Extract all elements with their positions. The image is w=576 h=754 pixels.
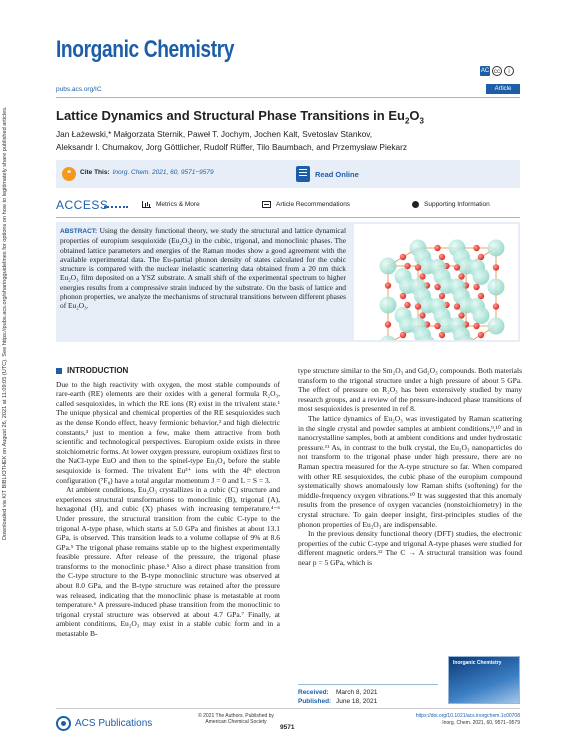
supporting-info-icon [412,201,419,208]
cite-bar [56,160,520,188]
oxygen-atom [439,254,445,260]
oxygen-atom [478,293,484,299]
eu-atom [488,279,505,296]
oxygen-atom [415,303,421,309]
journal-cover-thumbnail[interactable]: Inorganic Chemistry [448,656,520,704]
access-label: ACCESS [56,198,109,212]
oxygen-atom [415,264,421,270]
article-dates: Received: March 8, 2021 Published: June 18, 2021 [298,684,438,706]
oxygen-atom [404,263,410,269]
oxygen-atom [478,332,484,338]
doi-link[interactable]: https://doi.org/10.1021/acs.inorgchem.1c00708 [415,713,520,719]
article-title: Lattice Dynamics and Structural Phase Transitions in $Eu_2O_3$ [56,108,424,126]
eu-atom [473,307,490,324]
oxygen-atom [400,293,406,299]
article-recommendations-button[interactable]: Article Recommendations [262,201,350,208]
access-bar [56,196,520,216]
eu-atom [380,297,397,314]
introduction-heading: INTRODUCTION [56,366,280,376]
oxygen-atom [419,312,425,318]
recommendations-icon [262,201,271,208]
oxygen-atom [473,245,479,251]
oxygen-atom [458,273,464,279]
metrics-button[interactable]: Metrics & More [142,201,200,208]
acs-logo-icon [56,716,71,731]
oxygen-atom [434,245,440,251]
supporting-information-button[interactable]: Supporting Information [412,201,490,208]
acs-publications-logo[interactable]: ACS Publications [56,716,152,731]
eu-atom [488,318,505,335]
oxygen-atom [454,264,460,270]
right-column [298,366,522,567]
header-divider [56,97,520,98]
intro-paragraph: Due to the high reactivity with oxygen, the most stable compounds of rare-earth (RE) elements are their oxides with a general formula R₂O₃, called sesquioxides, in which the RE ions (R) exist in the trivalent state.¹ The unique physical and chemical properties of the RE sesquioxides such as the dense Kondo effect, heavy fermionic behavior,² and high dielectric constants,³ just to mention a few, make them attractive from both scientific and technological perspectives. Europium oxide exists in three stoichiometric forms. At lower oxygen pressure, europium oxidizes first to the NaCl-type EuO and then to the spinel-type Eu₃O₄ before the stable sesquioxide is formed. The trivalent Eu³⁺ ions with the 4f⁶ electron configuration (⁷F₀) have a total angular momentum J = 0 and L = S = 3. [56,379,280,485]
access-divider [56,217,520,218]
attribution-icon[interactable]: i [504,66,514,76]
eu-atom [488,240,505,257]
crystal-structure-graphic [354,224,518,340]
abstract: ABSTRACT: Using the density functional theory, we study the structural and lattice dynamical properties of europium sesquioxide (Eu₂O₃) in the cubic, trigonal, and monoclinic phases. The obtained lattice parameters and energies of the Raman modes show a good agreement with the available experimental data. The Eu-partial phonon density of states calculated for the cubic structure is compared with the nuclear inelastic scattering data obtained from a 20 nm thick Eu₂O₃ film deposited on a YSZ substrate. A small shift of the experimental spectrum to higher energies results from a compressive strain induced by the substrate. On the basis of lattice and phonon properties, we analyze the mechanisms of structural transitions between different phases of Eu₂O₃. [60,226,346,311]
oxygen-atom [434,284,440,290]
page-number: 9571 [280,724,295,731]
left-column [56,366,280,639]
oxygen-atom [439,293,445,299]
copyright: © 2021 The Authors. Published by American Chemical Society [198,713,274,725]
article-type-badge: Article [486,84,520,94]
oxygen-atom [493,264,499,270]
intro-paragraph: type structure similar to the Sm₂O₃ and Gd₂O₃ compounds. Both materials transform to the trigonal structure under a high pressure of about 5 GPa. The effect of pressure on R₂O₃ has been extensively studied by many research groups, and a review of the pressure-induced phase transitions of most sesquioxides is presented in ref 8. [298,366,522,414]
journal-url-link[interactable]: pubs.acs.org/IC [56,86,102,93]
oxygen-atom [454,303,460,309]
eu-atom [380,336,397,341]
intro-paragraph: The lattice dynamics of Eu₂O₃ was investigated by Raman scattering in the single crystal and powder samples at ambient conditions,⁹,¹⁰ and in nanocrystalline samples, both at ambient conditions and under hydrostatic pressure.¹¹ As, in contrast to the bulk crystal, the Eu₂O₃ nanoparticles do not transform to the trigonal phase under high pressure, there are no Raman spectra measured for the A-type structure so far. When compared with other RE sesquioxides, the cubic phase of the europium compound systematically shows anomalously low Raman shifts (softening) for the middle-frequency oxygen vibrations.¹⁰ It was suggested that this anomaly results from the presence of oxygen vacancies (nonstoichiometry) in the crystal structure. To gain deeper insight, first-principles studies of the phonon properties of Eu₂O₃ are indispensable. [298,413,522,529]
oxygen-atom [400,332,406,338]
oxygen-atom [439,332,445,338]
eu-atom [473,268,490,285]
oxygen-atom [493,303,499,309]
oxygen-atom [473,284,479,290]
abstract-panel [56,222,520,342]
oxygen-atom [473,323,479,329]
section-marker-icon [56,368,62,374]
citation: Cite This: Inorg. Chem. 2021, 60, 9571−9579 [80,169,214,176]
oxygen-atom [404,302,410,308]
access-dots [104,206,128,208]
bar-chart-icon [142,201,151,208]
intro-paragraph: In the previous density functional theory (DFT) studies, the electronic properties of the cubic C-type and trigonal A-type phases were studied for different magnetic orders.¹² The C → A structural transition was found near p = 5 GPa, which is [298,529,522,567]
author-list[interactable]: Jan Łażewski,* Małgorzata Sternik, Paweł T. Jochym, Jochen Kalt, Svetoslav Stankov, Aleksandr I. Chumakov, Jorg Göttlicher, Rudolf Rüffer, Tilo Baumbach, and Przemysław Piekarz [56,129,408,152]
creative-commons-icon[interactable]: cc [492,66,502,76]
access-badges [480,66,514,76]
page-footer [56,708,520,738]
oxygen-atom [385,321,391,327]
read-online-button[interactable]: Read Online [296,166,359,182]
eu-atom [380,258,397,275]
oxygen-atom [458,312,464,318]
oxygen-atom [400,254,406,260]
oxygen-atom [385,282,391,288]
oxygen-atom [419,273,425,279]
citation-link[interactable]: Inorg. Chem. 2021, 60, 9571−9579 [112,169,214,176]
journal-title[interactable]: Inorganic Chemistry [56,36,235,63]
oxygen-atom [478,254,484,260]
quote-icon: ❝ [62,167,76,181]
intro-paragraph: At ambient conditions, Eu₂O₃ crystallizes in a cubic (C) structure and experiences structural transformations to monoclinic (B), trigonal (A), hexagonal (H), and cubic (X) phases with increasing temperature.⁴⁻⁶ Under pressure, the structural transition from the cubic C-type to the trigonal A-type phase, which starts at 5.0 GPa and finishes at about 13.1 GPa, is observed. This transition leads to a volume collapse of 9% at 8.6 GPa.⁵ The trigonal phase remains stable up to the highest experimentally feasible pressure. After release of the pressure, the trigonal phase transforms to the monoclinic phase.⁵ Also a direct phase transition from the C-type structure to the B-type monoclinic structure was observed at about 8.0 GPa, and the B-type structure was retained after the pressure was released, indicating that the monoclinic phase is metastable at room temperature.⁶ A pressure-induced phase transition from the monoclinic to trigonal crystal structure was observed at about 4.7 GPa.⁷ Finally, at ambient conditions, Eu₂O₃ may exist in a stable cubic form and in a metastable B- [56,485,280,639]
oxygen-atom [434,323,440,329]
document-icon [296,166,310,182]
acs-authorchoice-icon[interactable]: AC [480,68,490,74]
doi-block: https://doi.org/10.1021/acs.inorgchem.1c00708 Inorg. Chem. 2021, 60, 9571−9579 [415,713,520,726]
download-notice: Downloaded via KIT BIBLIOTHEK on August 26, 2021 at 11:09:05 (UTC). See https://pubs.acs.org/sharingguidelines for options on how to legitimately share published articles. [2,106,8,540]
